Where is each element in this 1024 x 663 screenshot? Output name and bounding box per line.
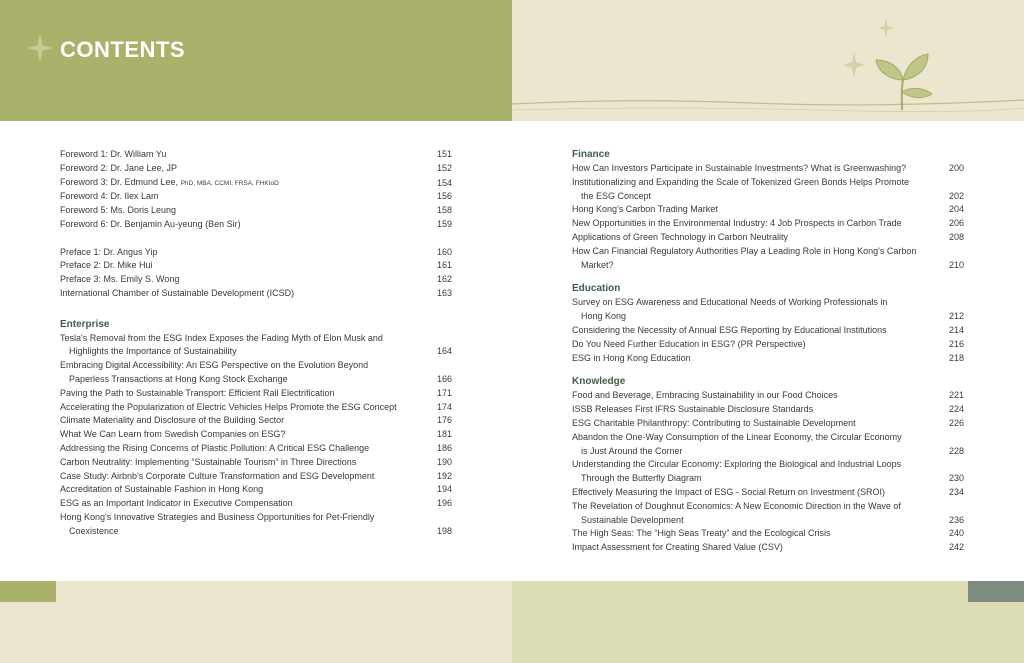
- page-number: 162: [436, 274, 452, 285]
- spacer: [60, 301, 452, 315]
- toc-entry[interactable]: Hong Kong's Innovative Strategies and Business Opportunities for Pet-Friendly Coexistence 198: [60, 511, 452, 539]
- toc-entry[interactable]: Survey on ESG Awareness and Educational Needs of Working Professionals in Hong Kong 212: [572, 296, 964, 324]
- page-number: 221: [948, 390, 964, 401]
- section-heading-enterprise: Enterprise: [60, 318, 110, 330]
- page-number: 218: [948, 352, 964, 363]
- toc-entry[interactable]: Food and Beverage, Embracing Sustainability in our Food Choices 221: [572, 389, 964, 403]
- spacer: [60, 232, 452, 246]
- page-number: 240: [948, 528, 964, 539]
- toc-entry[interactable]: Foreword 2: Dr. Jane Lee, JP 152: [60, 162, 452, 176]
- section-heading-education: Education: [572, 283, 621, 295]
- page-number: 174: [436, 401, 452, 412]
- page-number: 208: [948, 231, 964, 242]
- toc-entry[interactable]: Foreword 1: Dr. William Yu 151: [60, 148, 452, 162]
- page-number: 198: [436, 525, 452, 536]
- toc-entry[interactable]: How Can Financial Regulatory Authorities Play a Leading Role in Hong Kong's Carbon Market? 210: [572, 245, 964, 273]
- page-number: 212: [948, 311, 964, 322]
- page-number: 161: [436, 260, 452, 271]
- page-number: 154: [436, 177, 452, 188]
- header-wave-decoration: [512, 0, 1024, 121]
- toc-entry[interactable]: Preface 2: Dr. Mike Hui 161: [60, 259, 452, 273]
- spacer: [572, 365, 964, 372]
- page-number: 234: [948, 486, 964, 497]
- toc-entry[interactable]: Applications of Green Technology in Carbon Neutrality 208: [572, 231, 964, 245]
- toc-entry[interactable]: Climate Materiality and Disclosure of the Building Sector 176: [60, 414, 452, 428]
- page-number: 181: [436, 429, 452, 440]
- toc-entry[interactable]: ESG as an Important Indicator in Executive Compensation 196: [60, 497, 452, 511]
- toc-entry[interactable]: Paving the Path to Sustainable Transport: Efficient Rail Electrification 171: [60, 387, 452, 401]
- contents-right-column: [572, 148, 964, 555]
- page-number: 202: [948, 190, 964, 201]
- toc-entry[interactable]: Carbon Neutrality: Implementing “Sustainable Tourism” in Three Directions 190: [60, 456, 452, 470]
- page-number: 210: [948, 259, 964, 270]
- toc-entry[interactable]: How Can Investors Participate in Sustainable Investments? What is Greenwashing? 200: [572, 162, 964, 176]
- spacer: [572, 272, 964, 279]
- page-number: 228: [948, 445, 964, 456]
- footer-tab-right: [968, 581, 1024, 602]
- page-number: 194: [436, 484, 452, 495]
- page-title: CONTENTS: [60, 37, 185, 62]
- toc-entry[interactable]: ESG in Hong Kong Education 218: [572, 352, 964, 366]
- page-number: 151: [436, 149, 452, 159]
- toc-entry[interactable]: International Chamber of Sustainable Development (ICSD) 163: [60, 287, 452, 301]
- page-number: 200: [948, 163, 964, 173]
- page-number: 214: [948, 324, 964, 335]
- toc-entry[interactable]: Addressing the Rising Concerns of Plastic Pollution: A Critical ESG Challenge 186: [60, 442, 452, 456]
- page-number: 190: [436, 456, 452, 467]
- toc-entry[interactable]: Embracing Digital Accessibility: An ESG Perspective on the Evolution Beyond Paperless Transactions at Hong Kong Stock Exchange 166: [60, 359, 452, 387]
- page-number: 163: [436, 287, 452, 298]
- toc-entry[interactable]: Foreword 4: Dr. Ilex Lam 156: [60, 190, 452, 204]
- toc-entry[interactable]: Preface 1: Dr. Angus Yip 160: [60, 246, 452, 260]
- section-heading-knowledge: Knowledge: [572, 376, 626, 388]
- page-number: 204: [948, 204, 964, 215]
- toc-entry[interactable]: Foreword 6: Dr. Benjamin Au-yeung (Ben Sir) 159: [60, 218, 452, 232]
- page-number: 160: [436, 246, 452, 257]
- sparkle-icon: [878, 18, 894, 38]
- toc-entry[interactable]: Preface 3: Ms. Emily S. Wong 162: [60, 273, 452, 287]
- page-number: 156: [436, 191, 452, 202]
- toc-entry[interactable]: The Revelation of Doughnut Economics: A New Economic Direction in the Wave of Sustainable Development 236: [572, 500, 964, 528]
- page-number: 236: [948, 514, 964, 525]
- footer-band-right: [512, 581, 1024, 663]
- toc-entry[interactable]: ISSB Releases First IFRS Sustainable Disclosure Standards 224: [572, 403, 964, 417]
- sparkle-icon: [843, 52, 865, 78]
- footer-tab-left: [0, 581, 56, 602]
- toc-entry[interactable]: Foreword 5: Ms. Doris Leung 158: [60, 204, 452, 218]
- toc-entry[interactable]: Foreword 3: Dr. Edmund Lee, PhD, MBA, CCMI, FRSA, FHKIoD 154: [60, 176, 452, 191]
- sparkle-icon: [28, 34, 52, 62]
- page-number: 158: [436, 205, 452, 216]
- page-number: 171: [436, 387, 452, 398]
- page-number: 152: [436, 162, 452, 173]
- page-number: 206: [948, 218, 964, 229]
- toc-entry[interactable]: Considering the Necessity of Annual ESG Reporting by Educational Institutions 214: [572, 324, 964, 338]
- page-number: 230: [948, 473, 964, 484]
- page-number: 226: [948, 417, 964, 428]
- page-number: 164: [436, 346, 452, 357]
- toc-entry[interactable]: New Opportunities in the Environmental Industry: 4 Job Prospects in Carbon Trade 206: [572, 217, 964, 231]
- section-heading-finance: Finance: [572, 149, 610, 160]
- toc-entry[interactable]: Abandon the One-Way Consumption of the Linear Economy, the Circular Economy is Just Around the Corner 228: [572, 431, 964, 459]
- credentials: PhD, MBA, CCMI, FRSA, FHKIoD: [180, 179, 279, 187]
- toc-entry[interactable]: What We Can Learn from Swedish Companies on ESG? 181: [60, 428, 452, 442]
- toc-entry[interactable]: Tesla's Removal from the ESG Index Exposes the Fading Myth of Elon Musk and Highlights the Importance of Sustainability 164: [60, 332, 452, 360]
- page-number: 166: [436, 373, 452, 384]
- page-number: 216: [948, 338, 964, 349]
- page-number: 224: [948, 404, 964, 415]
- sprout-icon: [868, 50, 938, 112]
- toc-entry[interactable]: Accelerating the Popularization of Electric Vehicles Helps Promote the ESG Concept 174: [60, 401, 452, 415]
- toc-entry[interactable]: Impact Assessment for Creating Shared Value (CSV) 242: [572, 541, 964, 555]
- contents-left-column: [60, 148, 452, 539]
- page-number: 159: [436, 218, 452, 229]
- toc-entry[interactable]: Do You Need Further Education in ESG? (PR Perspective) 216: [572, 338, 964, 352]
- toc-entry[interactable]: Accreditation of Sustainable Fashion in Hong Kong 194: [60, 483, 452, 497]
- page-number: 196: [436, 498, 452, 509]
- toc-entry[interactable]: Hong Kong's Carbon Trading Market 204: [572, 203, 964, 217]
- toc-entry[interactable]: ESG Charitable Philanthropy: Contributing to Sustainable Development 226: [572, 417, 964, 431]
- page-number: 242: [948, 542, 964, 553]
- toc-entry[interactable]: Case Study: Airbnb's Corporate Culture Transformation and ESG Development 192: [60, 470, 452, 484]
- toc-entry[interactable]: The High Seas: The “High Seas Treaty” and the Ecological Crisis 240: [572, 527, 964, 541]
- toc-entry[interactable]: Institutionalizing and Expanding the Scale of Tokenized Green Bonds Helps Promote the ESG Concept 202: [572, 176, 964, 204]
- page-number: 192: [436, 470, 452, 481]
- toc-entry[interactable]: Understanding the Circular Economy: Exploring the Biological and Industrial Loops Through the Butterfly Diagram 230: [572, 458, 964, 486]
- page-number: 186: [436, 442, 452, 453]
- page-number: 176: [436, 415, 452, 426]
- toc-entry[interactable]: Effectively Measuring the Impact of ESG - Social Return on Investment (SROI) 234: [572, 486, 964, 500]
